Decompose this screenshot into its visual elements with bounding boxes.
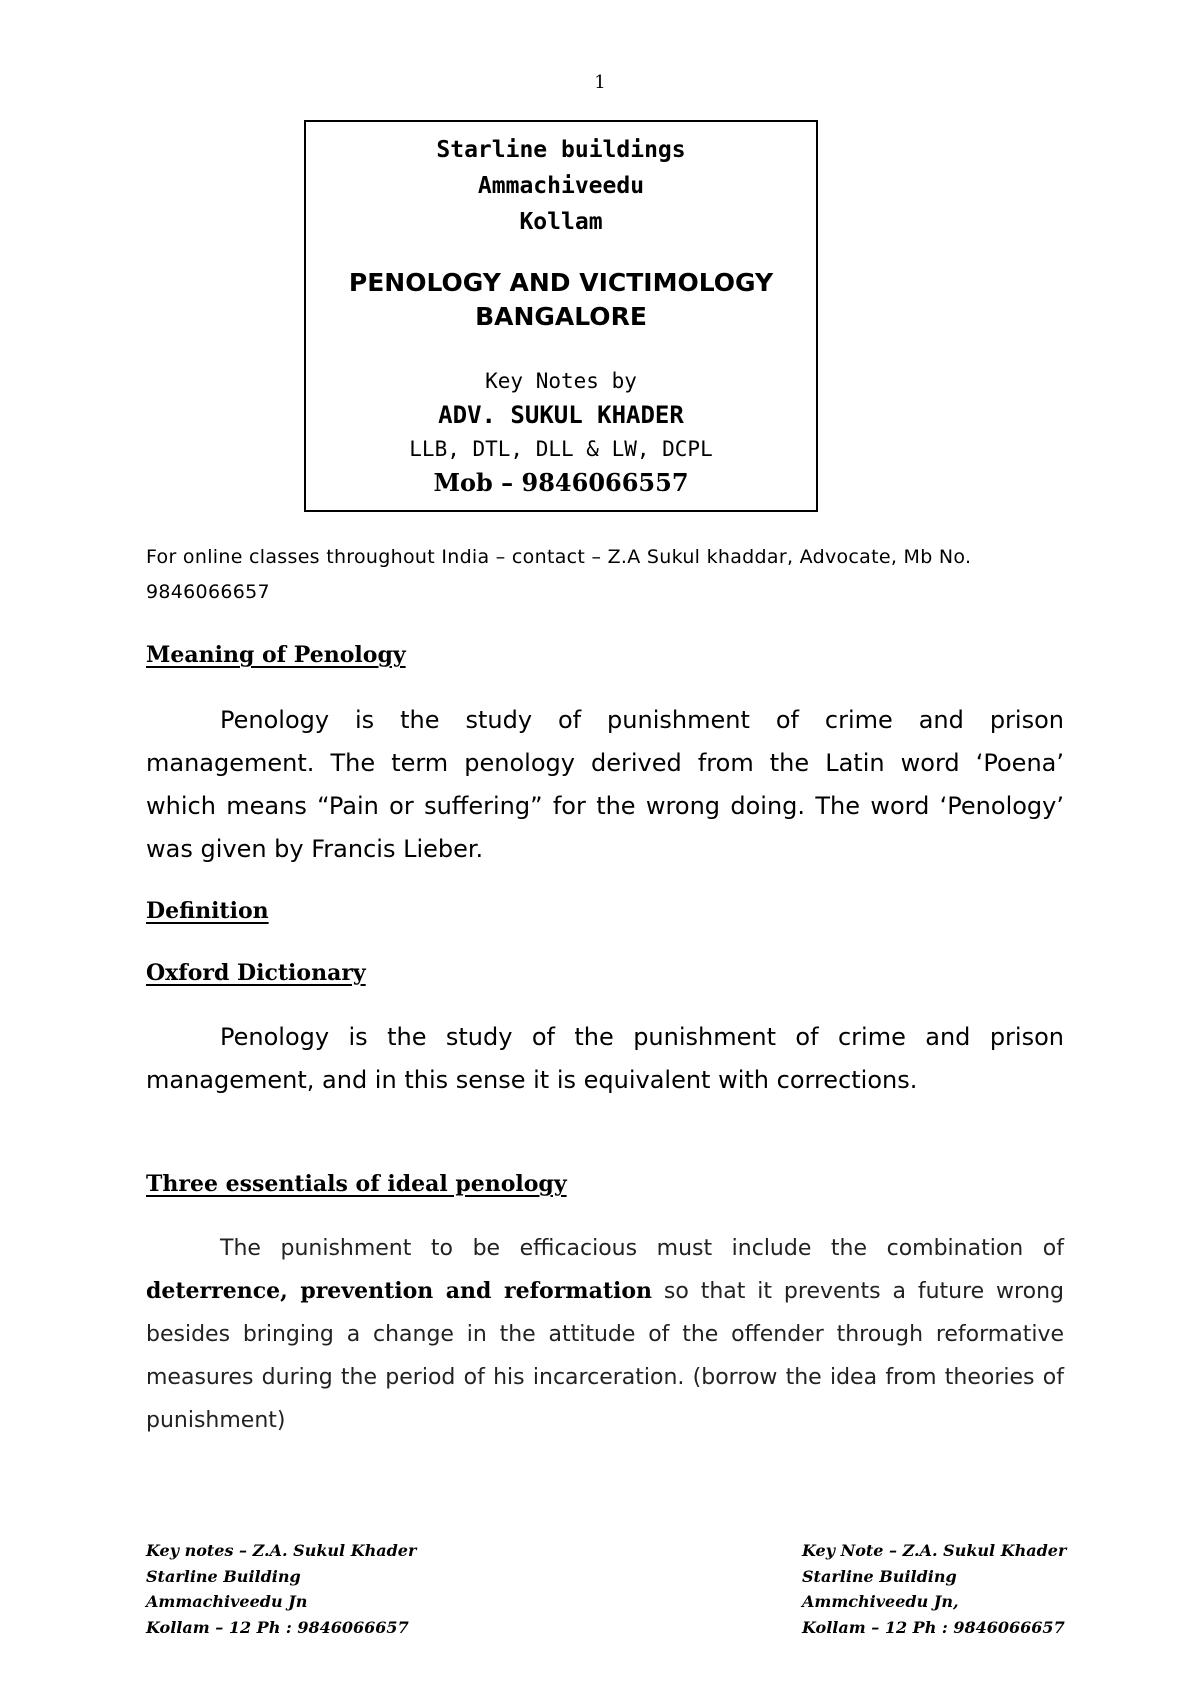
meaning-heading: Meaning of Penology: [146, 642, 406, 668]
footer-left-line-4: Kollam – 12 Ph : 9846066657: [146, 1617, 409, 1637]
address-line-3: Kollam: [519, 209, 603, 235]
footer-left: [146, 1538, 416, 1640]
essentials-text-end: so that it prevents a future wrong besides bringing a change in the attitude of the offender through reformative measures during the period of his incarceration. (borrow the idea from theories of punishment): [146, 1279, 1064, 1433]
footer-right-line-4: Kollam – 12 Ph : 9846066657: [802, 1617, 1065, 1637]
footer-left-line-1: Key notes – Z.A. Sukul Khader: [146, 1541, 417, 1560]
footer-right-line-2: Starline Building: [802, 1566, 957, 1586]
footer-left-line-3: Ammachiveedu Jn: [146, 1592, 308, 1611]
essentials-paragraph: [146, 1227, 1064, 1442]
address-line-1: Starline buildings: [436, 137, 686, 163]
essentials-text-start: The punishment to be efficacious must include the combination of: [220, 1236, 1064, 1261]
definition-heading: Definition: [146, 898, 269, 924]
title-box: [304, 120, 818, 512]
address-line-2: Ammachiveedu: [477, 173, 645, 199]
key-notes-by: Key Notes by: [485, 369, 637, 393]
author-mobile: Mob – 9846066557: [433, 468, 689, 497]
course-title: PENOLOGY AND VICTIMOLOGY: [348, 268, 774, 297]
footer-right-line-3: Ammchiveedu Jn,: [802, 1592, 959, 1611]
contact-line: For online classes throughout India – contact – Z.A Sukul khaddar, Advocate, Mb No. 9846066657: [146, 546, 972, 603]
footer-right: [802, 1538, 1066, 1640]
footer-right-line-1: Key Note – Z.A. Sukul Khader: [802, 1541, 1067, 1560]
footer-left-line-2: Starline Building: [146, 1566, 301, 1586]
author-qualifications: LLB, DTL, DLL & LW, DCPL: [409, 437, 713, 461]
oxford-heading: Oxford Dictionary: [146, 960, 366, 986]
essentials-text-bold: deterrence, prevention and reformation: [146, 1278, 653, 1304]
author-name: ADV. SUKUL KHADER: [438, 401, 684, 429]
page-number: 1: [594, 72, 606, 93]
meaning-paragraph: Penology is the study of punishment of crime and prison management. The term penology derived from the Latin word ‘Poena’ which means “Pain or suffering” for the wrong doing. The word ‘Penology’ was given by Francis Lieber.: [146, 706, 1064, 863]
essentials-heading: Three essentials of ideal penology: [146, 1171, 567, 1197]
oxford-paragraph: Penology is the study of the punishment of crime and prison management, and in this sense it is equivalent with corrections.: [146, 1023, 1064, 1094]
course-subtitle: BANGALORE: [475, 302, 647, 331]
